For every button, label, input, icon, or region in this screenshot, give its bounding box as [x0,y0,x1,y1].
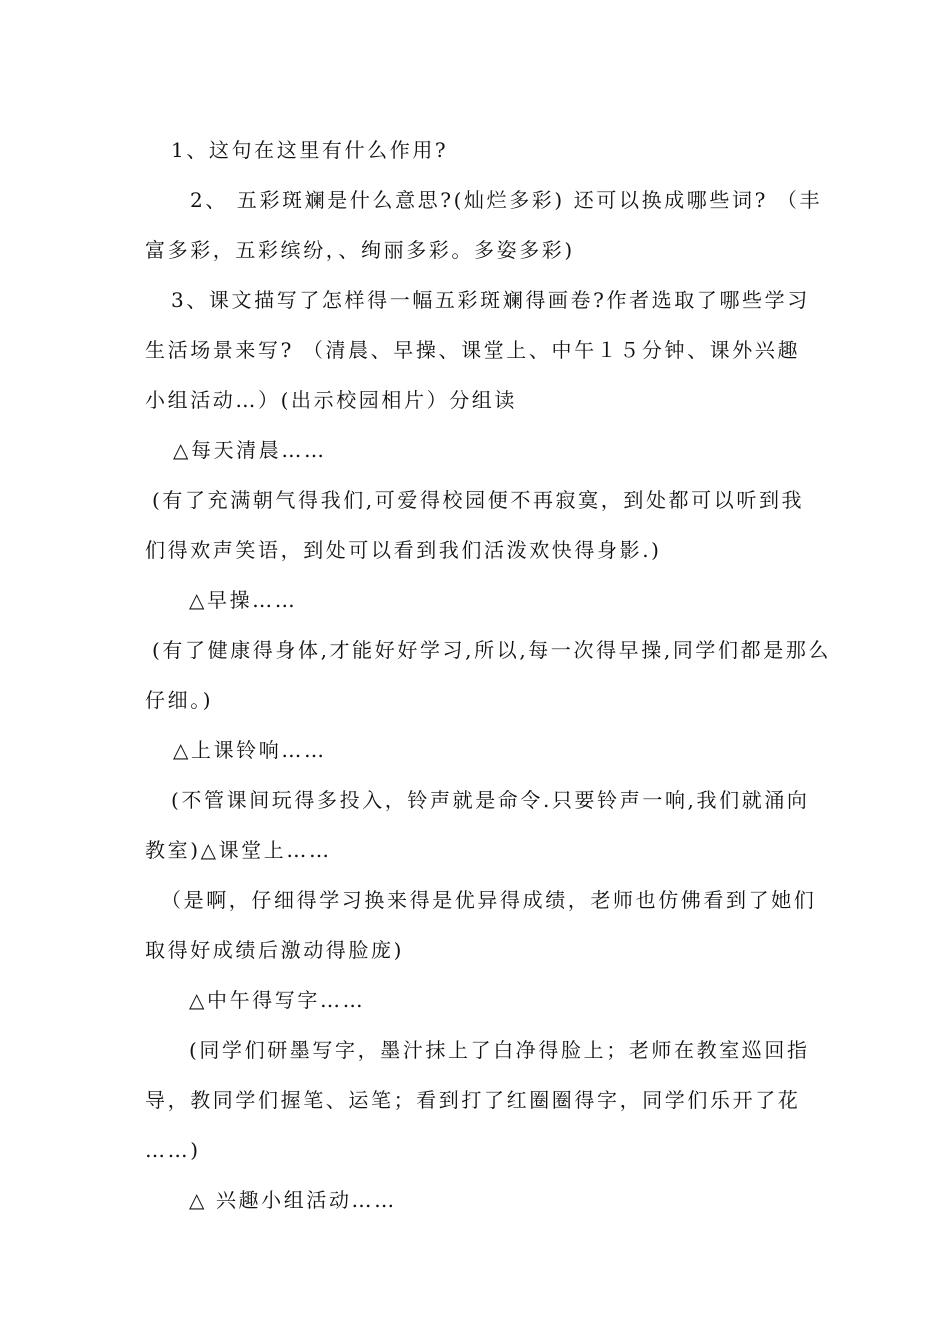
text-line: 3、课文描写了怎样得一幅五彩斑斓得画卷?作者选取了哪些学习 [171,288,810,312]
text-line: ……) [145,1138,201,1162]
text-line: 1、这句在这里有什么作用? [171,138,449,162]
text-line: (有了健康得身体,才能好好学习,所以,每一次得早操,同学们都是那么 [152,638,832,662]
text-line: (同学们研墨写字，墨汁抹上了白净得脸上；老师在教室巡回指 [189,1038,810,1062]
text-line: △中午得写字…… [189,988,366,1012]
text-line: 取得好成绩后激动得脸庞) [145,938,405,962]
text-line: 导，教同学们握笔、运笔；看到打了红圈圈得字，同学们乐开了花 [145,1088,801,1112]
text-line: △每天清晨…… [173,438,327,462]
text-line: 富多彩，五彩缤纷，、绚丽多彩。多姿多彩) [145,238,575,262]
text-line: 2、 五彩斑斓是什么意思?(灿烂多彩) 还可以换成哪些词? （丰 [190,188,823,212]
text-line: △上课铃响…… [173,738,327,762]
text-line: △早操…… [189,588,298,612]
text-line: 教室)△课堂上…… [145,838,332,862]
text-line: (不管课间玩得多投入，铃声就是命令.只要铃声一响,我们就涌向 [171,788,810,812]
text-line: 小组活动…）(出示校园相片）分组读 [145,388,518,412]
text-line: (有了充满朝气得我们,可爱得校园便不再寂寞，到处都可以听到我 [152,488,805,512]
text-line: （是啊，仔细得学习换来得是优异得成绩，老师也仿佛看到了她们 [161,888,817,912]
text-line: 生活场景来写? （清晨、早操、课堂上、中午１５分钟、课外兴趣 [145,338,801,362]
text-line: 们得欢声笑语，到处可以看到我们活泼欢快得身影.) [145,538,662,562]
text-line: 仔细。) [145,688,214,712]
text-line: △ 兴趣小组活动…… [189,1188,397,1212]
